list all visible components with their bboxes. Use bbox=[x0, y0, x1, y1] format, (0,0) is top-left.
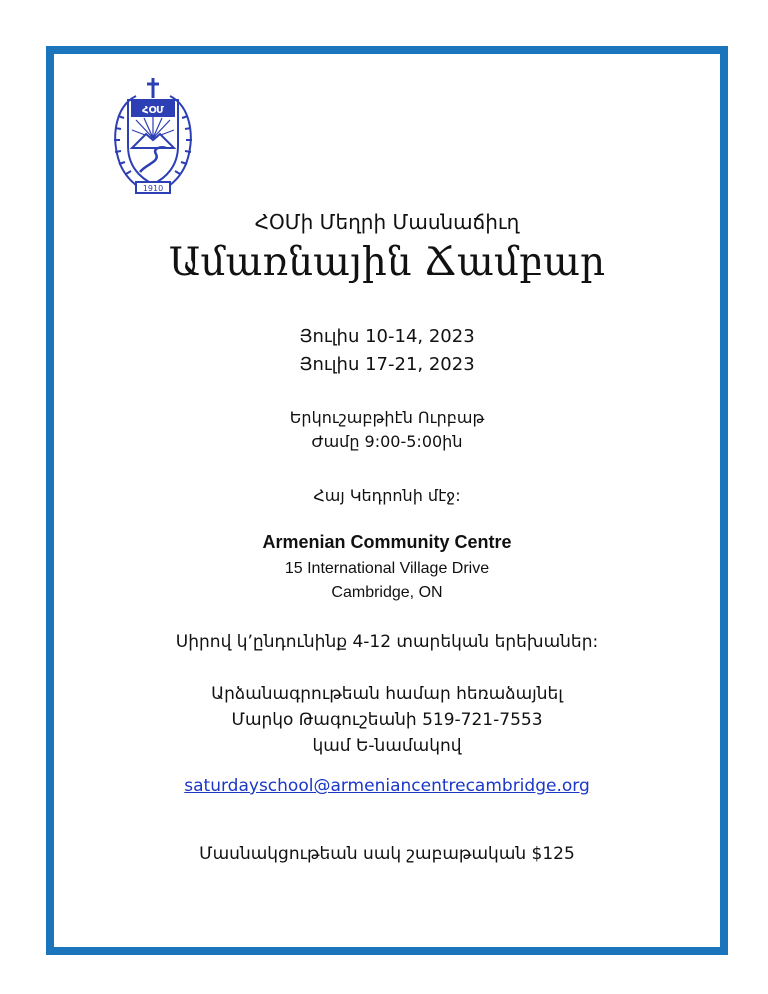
camp-days: Երկուշաբթիէն Ուրբաթ bbox=[289, 408, 485, 427]
address-line-2: Cambridge, ON bbox=[331, 584, 443, 601]
registration-contact: Մարկօ Թագուշեանի 519-721-7553 bbox=[231, 710, 543, 730]
session-date-2: Յուլիս 17-21, 2023 bbox=[299, 354, 475, 375]
emblem-year: 1910 bbox=[142, 184, 164, 193]
email-link[interactable]: saturdayschool@armeniancentrecambridge.org bbox=[184, 776, 590, 796]
registration-line-3: կամ Ե-նամակով bbox=[312, 736, 462, 756]
flyer-frame bbox=[46, 46, 728, 955]
emblem-text: ՀՕՄ bbox=[142, 105, 164, 116]
organization-emblem bbox=[106, 76, 200, 198]
camp-hours: Ժամը 9:00-5:00ին bbox=[311, 432, 463, 451]
registration-line-1: Արձանագրութեան համար հեռաձայնել bbox=[211, 684, 563, 704]
weekly-fee: Մասնակցութեան սակ շաբաթական $125 bbox=[199, 844, 575, 864]
address-line-1: 15 International Village Drive bbox=[284, 560, 490, 577]
age-range-text: Սիրով կ՚ընդունինք 4-12 տարեկան երեխաներ: bbox=[175, 632, 599, 652]
location-intro: Հայ Կեդրոնի մէջ: bbox=[313, 486, 461, 505]
camp-title: Ամառնային Ճամբար bbox=[168, 240, 606, 285]
chapter-subtitle: ՀՕՄի Մեղրի Մասնաճիւղ bbox=[254, 210, 520, 234]
venue-name: Armenian Community Centre bbox=[262, 532, 512, 552]
email-line bbox=[54, 776, 720, 796]
session-date-1: Յուլիս 10-14, 2023 bbox=[299, 326, 475, 347]
